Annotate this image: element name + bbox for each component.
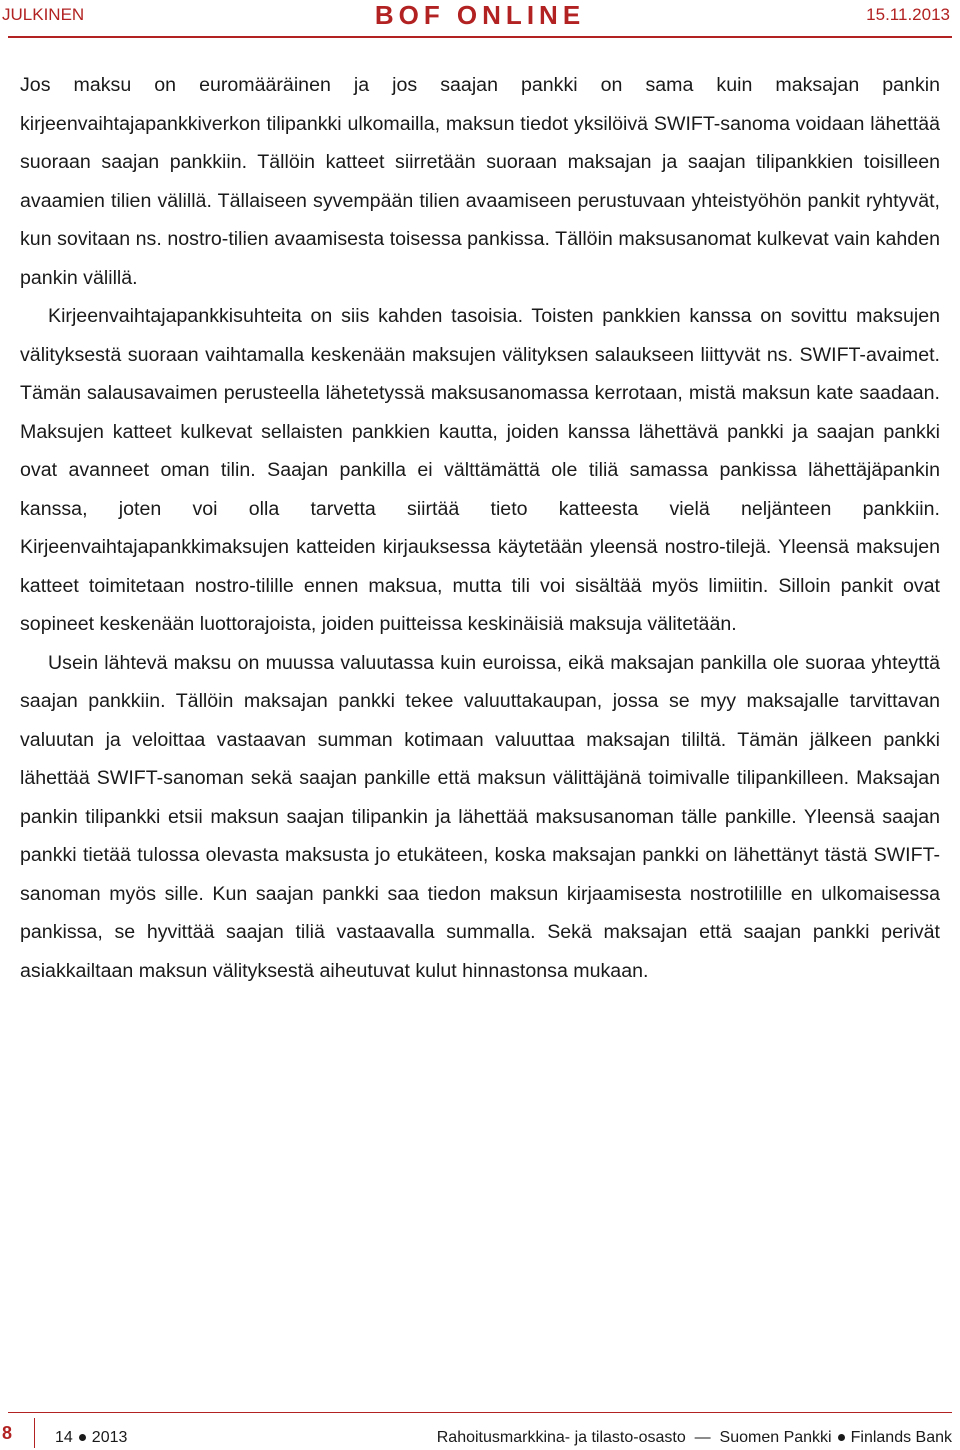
classification-label: JULKINEN bbox=[2, 5, 85, 24]
page-header bbox=[0, 0, 960, 34]
footer-rule bbox=[8, 1412, 952, 1413]
issue-number: 14 bbox=[55, 1429, 73, 1446]
publication-date: 15.11.2013 bbox=[866, 5, 950, 24]
issue-year: 2013 bbox=[91, 1429, 128, 1446]
page-footer bbox=[0, 1418, 960, 1448]
bullet-icon bbox=[79, 1434, 86, 1441]
body-paragraph: Usein lähtevä maksu on muussa valuutassa kuin euroissa, eikä maksajan pankilla ole suoraa yhteyttä saajan pankkiin. Tällöin maksajan pankki tekee valuuttakaupan, jossa se myy maksajalle tarvittavan valuutan ja veloittaa vastaavan summan kotimaan valuuttaa maksajan tililtä. Tämän jälkeen pankki lähettää SWIFT-sanoman sekä saajan pankille että maksun välittäjänä toimivalle tilipankilleen. Maksajan pankin tilipankki etsii maksun saajan tilipankin ja lähettää maksusanoman tälle pankille. Yleensä saajan pankki tietää tulossa olevasta maksusta jo etukäteen, koska maksajan pankki on lähettänyt tästä SWIFT-sanoman myös sille. Kun saajan pankki saa tiedon maksun kirjaamisesta nostrotilille en ulkomaisessa pankissa, se hyvittää saajan tiliä vastaavalla summalla. Sekä maksajan että saajan pankki perivät asiakkailtaan maksun välityksestä aiheutuvat kulut hinnastonsa mukaan. bbox=[20, 651, 940, 982]
footer-divider bbox=[34, 1418, 35, 1448]
header-rule bbox=[8, 36, 952, 38]
department-name: Rahoitusmarkkina- ja tilasto-osasto bbox=[436, 1429, 686, 1446]
article-body bbox=[20, 66, 940, 990]
page-number: 8 bbox=[2, 1423, 13, 1443]
bullet-icon bbox=[838, 1434, 845, 1441]
bank-name-en: Finlands Bank bbox=[850, 1429, 952, 1446]
body-paragraph: Kirjeenvaihtajapankkisuhteita on siis kahden tasoisia. Toisten pankkien kanssa on sovittu maksujen välityksestä suoraan vaihtamalla keskenään maksujen välityksen salaukseen liittyvät ns. SWIFT-avaimet. Tämän salausavaimen perusteella lähetetyssä maksusanomassa kerrotaan, mistä maksun kate saadaan. Maksujen katteet kulkevat sellaisten pankkien kautta, joiden kanssa lähettävä pankki ja saajan pankki ovat avanneet oman tilin. Saajan pankilla ei välttämättä ole tiliä samassa pankissa lähettäjäpankin kanssa, joten voi olla tarvetta siirtää tieto katteesta vielä neljänteen pankkiin. Kirjeenvaihtajapankkimaksujen katteiden kirjauksessa käytetään yleensä nostro-tilejä. Yleensä maksujen katteet toimitetaan nostro-tilille ennen maksua, mutta tili voi sisältää myös limiitin. Silloin pankit ovat sopineet keskenään luottorajoista, joiden puitteissa keskinäisiä maksuja välitetään. bbox=[20, 305, 940, 635]
publication-title: BOF ONLINE bbox=[374, 0, 586, 30]
publisher-info bbox=[437, 1429, 952, 1447]
issue-info bbox=[55, 1429, 127, 1447]
dash-separator: — bbox=[690, 1429, 716, 1446]
body-paragraph: Jos maksu on euromääräinen ja jos saajan pankki on sama kuin maksajan pankin kirjeenvaihtajapankkiverkon tilipankki ulkomailla, maksun tiedot yksilöivä SWIFT-sanoma voidaan lähettää suoraan saajan pankkiin. Tällöin katteet siirretään suoraan maksajan ja saajan tilipankkien toisilleen avaamien tilien välillä. Tällaiseen syvempään tilien avaamiseen perustuvaan yhteistyöhön pankit ryhtyvät, kun sovitaan ns. nostro-tilien avaamisesta toisessa pankissa. Tällöin maksusanomat kulkevat vain kahden pankin välillä. bbox=[20, 74, 940, 289]
bank-name-fi: Suomen Pankki bbox=[719, 1429, 832, 1446]
